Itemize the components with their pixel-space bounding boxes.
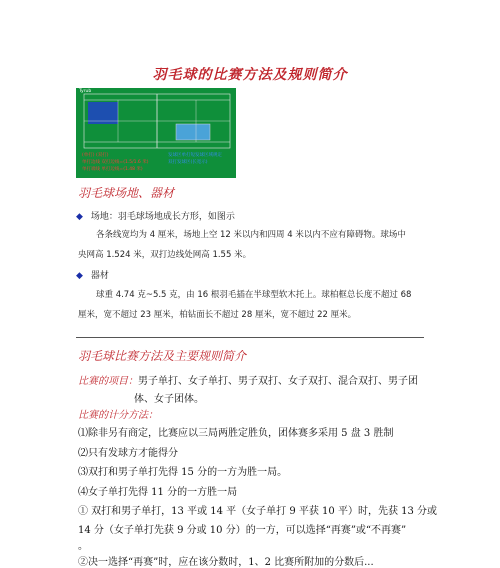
rule-line-1: ⑴除非另有商定，比赛应以三局两胜定胜负，团体赛多采用 5 盘 3 胜制 <box>78 428 394 439</box>
venue-line-1: 各条线宽均为 4 厘米，场地上空 12 米以内和四周 4 米以内不应有障碍物。球场中 <box>96 230 406 240</box>
court-label: Tyrub <box>79 89 92 94</box>
rule-line-7: 。 <box>78 541 88 552</box>
scoring-label: 比赛的计分方法： <box>78 410 158 421</box>
rule-line-6: 14 分（女子单打先获 9 分或 10 分）的一方，可以选择“再赛”或“不再赛” <box>78 525 407 536</box>
rule-line-5: ① 双打和男子单打，13 平或 14 平（女子单打 9 平获 10 平）时，先获 13 分或 <box>78 506 438 517</box>
page-title: 羽毛球的比赛方法及规则简介 <box>152 67 348 83</box>
court-diagram <box>76 88 236 178</box>
diamond-bullet-icon: ◆ <box>76 212 83 222</box>
bullet-equipment <box>76 268 109 281</box>
equipment-line-2: 厘米，宽不超过 23 厘米，柏钻面长不超过 28 厘米，宽不超过 22 厘米。 <box>78 310 357 320</box>
venue-line-2: 央网高 1.524 米，双打边线处网高 1.55 米。 <box>78 250 252 260</box>
court-note-4: 发球区单打短发球区域规定 <box>168 153 222 158</box>
left-service-box <box>88 102 118 124</box>
court-note-1: (单打) (双打) <box>82 153 109 158</box>
bullet-venue-label: 场地：羽毛球场地成长方形，如图示 <box>90 212 235 222</box>
section-divider <box>76 337 424 338</box>
section-heading-rules: 羽毛球比赛方法及主要规则简介 <box>78 349 247 363</box>
events-label: 比赛的项目： <box>78 376 138 387</box>
events-text-2: 体、女子团体。 <box>134 394 204 405</box>
equipment-line-1: 球重 4.74 克~5.5 克，由 16 根羽毛插在半球型软木托上。球柏框总长度不超过 68 <box>96 290 412 300</box>
rule-line-2: ⑵只有发球方才能得分 <box>78 448 178 459</box>
right-service-box <box>176 124 210 140</box>
events-text-1: 男子单打、女子单打、男子双打、女子双打、混合双打、男子团 <box>138 376 418 387</box>
court-note-5: 双打发球区(长宽示) <box>168 160 208 165</box>
court-note-3: 单打端线 单打边线=(1.48 米) <box>82 167 143 172</box>
rule-line-3: ⑶双打和男子单打先得 15 分的一方为胜一局。 <box>78 467 288 478</box>
rule-line-4: ⑷女子单打先得 11 分的一方胜一局 <box>78 487 238 498</box>
court-note-2: 单打边线 双打边线=(1.5/1.6 米) <box>82 160 149 165</box>
rule-line-8: ②决一选择“再赛”时，应在该分数时，1、2 比赛所附加的分数后... <box>78 557 374 568</box>
bullet-equipment-label: 器材 <box>90 271 109 281</box>
section-heading-venue: 羽毛球场地、器材 <box>78 186 175 200</box>
diamond-bullet-icon: ◆ <box>76 271 83 281</box>
bullet-venue <box>76 209 235 222</box>
events-line-1 <box>78 372 418 387</box>
